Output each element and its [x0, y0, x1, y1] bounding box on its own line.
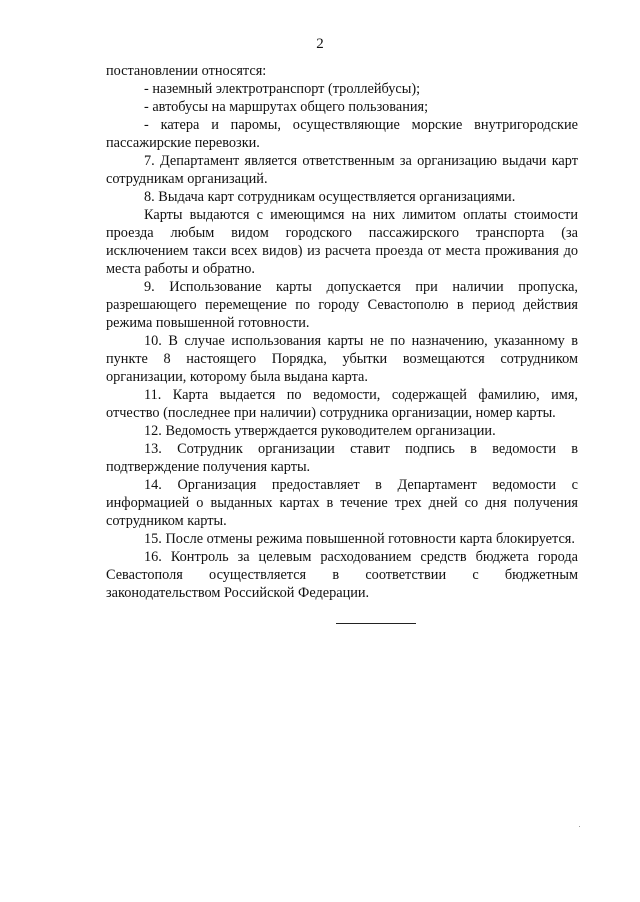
paragraph-9: 9. Использование карты допускается при наличии пропуска, разрешающего перемещение по городу Севастополю в период действия режима повышенной готовности.	[106, 279, 578, 331]
paragraph-13: 13. Сотрудник организации ставит подпись в ведомости в подтверждение получения карты.	[106, 441, 578, 475]
paragraph-16: 16. Контроль за целевым расходованием средств бюджета города Севастополя осуществляется в соответствии с бюджетным законодательством Российской Федерации.	[106, 549, 578, 601]
list-item-boats-ferries: - катера и паромы, осуществляющие морские внутригородские пассажирские перевозки.	[106, 117, 578, 151]
paragraph-15: 15. После отмены режима повышенной готовности карта блокируется.	[144, 531, 575, 547]
list-item-trolleybuses: - наземный электротранспорт (троллейбусы);	[144, 81, 421, 97]
document-body	[106, 62, 578, 602]
paragraph-intro: постановлении относятся:	[106, 63, 267, 79]
paragraph-8: 8. Выдача карт сотрудникам осуществляется организациями.	[144, 189, 516, 205]
paragraph-12: 12. Ведомость утверждается руководителем организации.	[144, 423, 496, 439]
paragraph-10: 10. В случае использования карты не по назначению, указанному в пункте 8 настоящего Порядка, убытки возмещаются сотрудником организации, которому была выдана карта.	[106, 333, 578, 385]
paragraph-8-cards-limit: Карты выдаются с имеющимся на них лимитом оплаты стоимости проезда любым видом городского пассажирского транспорта (за исключением такси всех видов) из расчета проезда от места проживания до места работы и обратно.	[106, 207, 578, 277]
end-of-document-rule	[336, 623, 416, 624]
paragraph-14: 14. Организация предоставляет в Департамент ведомости с информацией о выданных картах в течение трех дней со дня получения сотрудником карты.	[106, 477, 578, 529]
page-number: 2	[316, 36, 324, 52]
scan-speck	[579, 826, 580, 827]
paragraph-7: 7. Департамент является ответственным за организацию выдачи карт сотрудникам организаций.	[106, 153, 578, 187]
list-item-buses: - автобусы на маршрутах общего пользования;	[144, 99, 429, 115]
paragraph-11: 11. Карта выдается по ведомости, содержащей фамилию, имя, отчество (последнее при наличии) сотрудника организации, номер карты.	[106, 387, 578, 421]
